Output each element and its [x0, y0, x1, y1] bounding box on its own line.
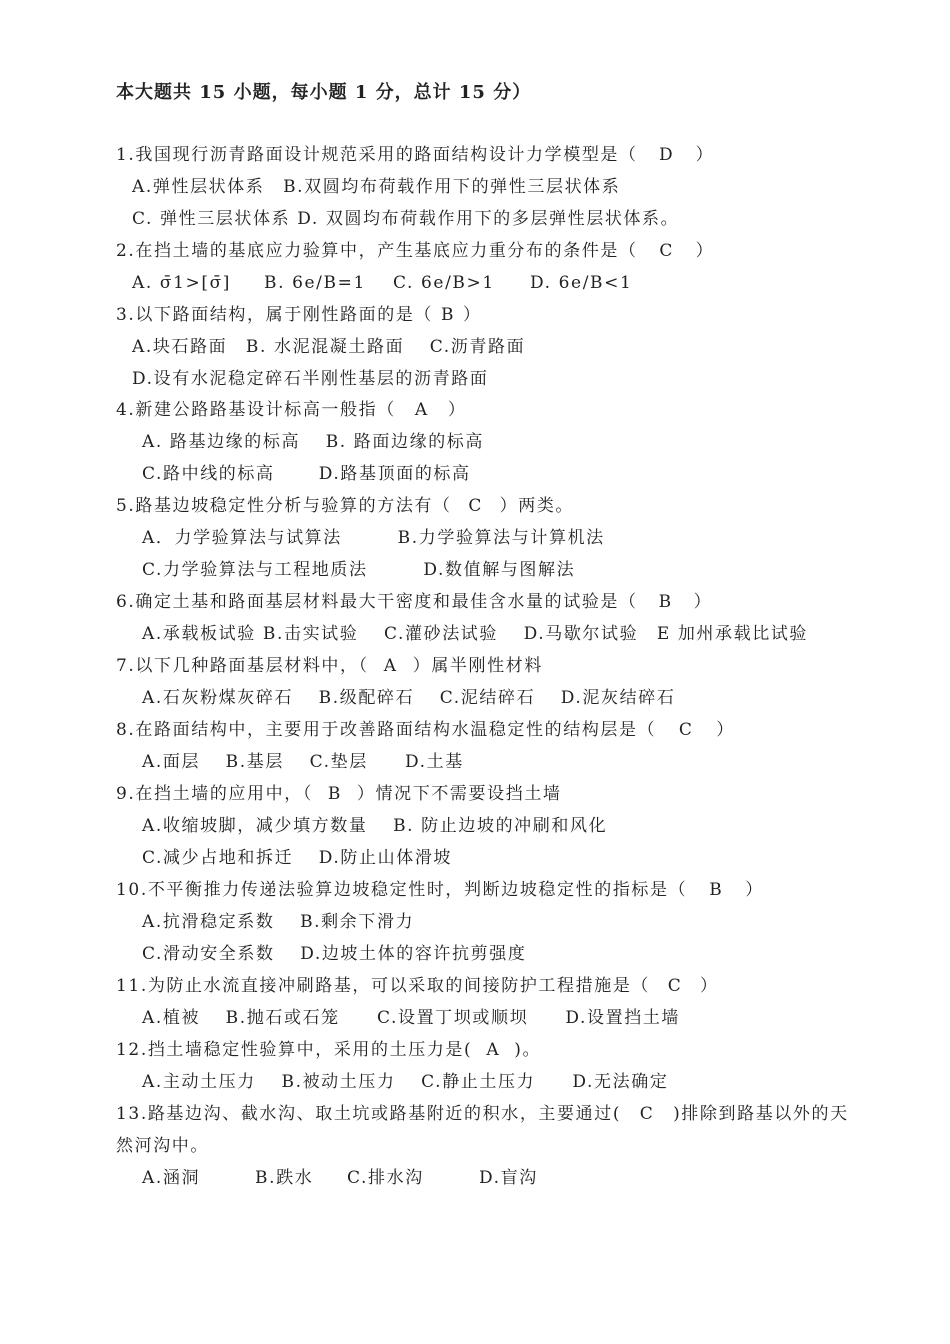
question-6-answer: B	[658, 592, 673, 612]
question-5-options-line-1: A．力学验算法与试算法 B.力学验算法与计算机法	[142, 528, 605, 548]
question-3-options-line-2: D.设有水泥稳定碎石半刚性基层的沥青路面	[132, 369, 489, 389]
question-12-options-line-1: A.主动土压力 B.被动土压力 C.静止土压力 D.无法确定	[142, 1072, 669, 1092]
question-7-answer: A	[383, 656, 398, 676]
question-12-stem: 12.挡土墙稳定性验算中，采用的土压力是( A )。	[116, 1040, 542, 1060]
question-7-options-line-1: A.石灰粉煤灰碎石 B.级配碎石 C.泥结碎石 D.泥灰结碎石	[142, 688, 676, 708]
question-5-answer: C	[468, 496, 483, 516]
question-9-options-line-1: A.收缩坡脚，减少填方数量 B. 防止边坡的冲刷和风化	[142, 816, 608, 836]
question-11-answer: C	[667, 976, 683, 996]
question-1-stem: 1.我国现行沥青路面设计规范采用的路面结构设计力学模型是（ D ）	[116, 145, 715, 165]
question-8-options-line-1: A.面层 B.基层 C.垫层 D.土基	[142, 752, 464, 772]
question-2-option-b: B. 6e/B=1	[264, 273, 366, 293]
question-13-stem-continued: 然河沟中。	[116, 1136, 209, 1156]
question-6-stem: 6.确定土基和路面基层材料最大干密度和最佳含水量的试验是（ B ）	[116, 592, 713, 612]
question-3-answer: B	[440, 305, 456, 325]
question-9-answer: B	[327, 784, 342, 804]
question-7-stem: 7.以下几种路面基层材料中，（ A ）属半刚性材料	[116, 656, 543, 676]
question-1-answer: D	[659, 145, 675, 165]
question-3-options-line-1: A.块石路面 B. 水泥混凝土路面 C.沥青路面	[132, 337, 526, 357]
question-13-option-b: B.跌水	[255, 1168, 314, 1188]
question-5-options-line-2: C.力学验算法与工程地质法 D.数值解与图解法	[142, 560, 576, 580]
question-1-options-line-2: C. 弹性三层状体系 D. 双圆均布荷载作用下的多层弹性层状体系。	[132, 209, 680, 229]
question-10-stem: 10.不平衡推力传递法验算边坡稳定性时，判断边坡稳定性的指标是（ B ）	[116, 880, 764, 900]
question-2-option-a: A. σ̄1>[σ̄]	[132, 273, 232, 293]
section-heading: 本大题共 15 小题，每小题 1 分，总计 15 分）	[116, 82, 532, 103]
question-4-answer: A	[414, 400, 429, 420]
question-8-stem: 8.在路面结构中，主要用于改善路面结构水温稳定性的结构层是（ C ）	[116, 720, 735, 740]
question-2-stem: 2.在挡土墙的基底应力验算中，产生基底应力重分布的条件是（ C ）	[116, 241, 715, 261]
question-13-stem: 13.路基边沟、截水沟、取土坑或路基附近的积水，主要通过( C )排除到路基以外的天	[116, 1104, 849, 1124]
question-13-option-a: A.涵洞	[142, 1168, 201, 1188]
question-12-answer: A	[486, 1040, 501, 1060]
question-9-stem: 9.在挡土墙的应用中，（ B ）情况下不需要设挡土墙	[116, 784, 562, 804]
question-13-option-d: D.盲沟	[479, 1168, 538, 1188]
question-13-answer: C	[639, 1104, 655, 1124]
question-13-option-c: C.排水沟	[347, 1168, 424, 1188]
question-4-options-line-2: C.路中线的标高 D.路基顶面的标高	[142, 464, 471, 484]
question-3-stem: 3.以下路面结构，属于刚性路面的是（ B ）	[116, 305, 482, 325]
question-4-options-line-1: A. 路基边缘的标高 B. 路面边缘的标高	[142, 432, 484, 452]
question-2-answer: C	[659, 241, 674, 261]
question-2-option-d: D. 6e/B<1	[530, 273, 633, 293]
question-2-option-c: C. 6e/B>1	[393, 273, 495, 293]
question-10-options-line-2: C.滑动安全系数 D.边坡土体的容许抗剪强度	[142, 944, 527, 964]
question-11-options-line-1: A.植被 B.抛石或石笼 C.设置丁坝或顺坝 D.设置挡土墙	[142, 1008, 681, 1028]
question-8-answer: C	[678, 720, 694, 740]
question-10-answer: B	[709, 880, 724, 900]
question-9-options-line-2: C.减少占地和拆迁 D.防止山体滑坡	[142, 848, 453, 868]
question-6-options-line-1: A.承载板试验 B.击实试验 C.灌砂法试验 D.马歇尔试验 E 加州承载比试验	[142, 624, 809, 644]
question-1-options-line-1: A.弹性层状体系 B.双圆均布荷载作用下的弹性三层状体系	[132, 177, 621, 197]
question-5-stem: 5.路基边坡稳定性分析与验算的方法有（ C ）两类。	[116, 496, 575, 516]
question-10-options-line-1: A.抗滑稳定系数 B.剩余下滑力	[142, 912, 415, 932]
question-11-stem: 11.为防止水流直接冲刷路基，可以采取的间接防护工程措施是（ C ）	[116, 976, 719, 996]
question-4-stem: 4.新建公路路基设计标高一般指（ A ）	[116, 400, 467, 420]
